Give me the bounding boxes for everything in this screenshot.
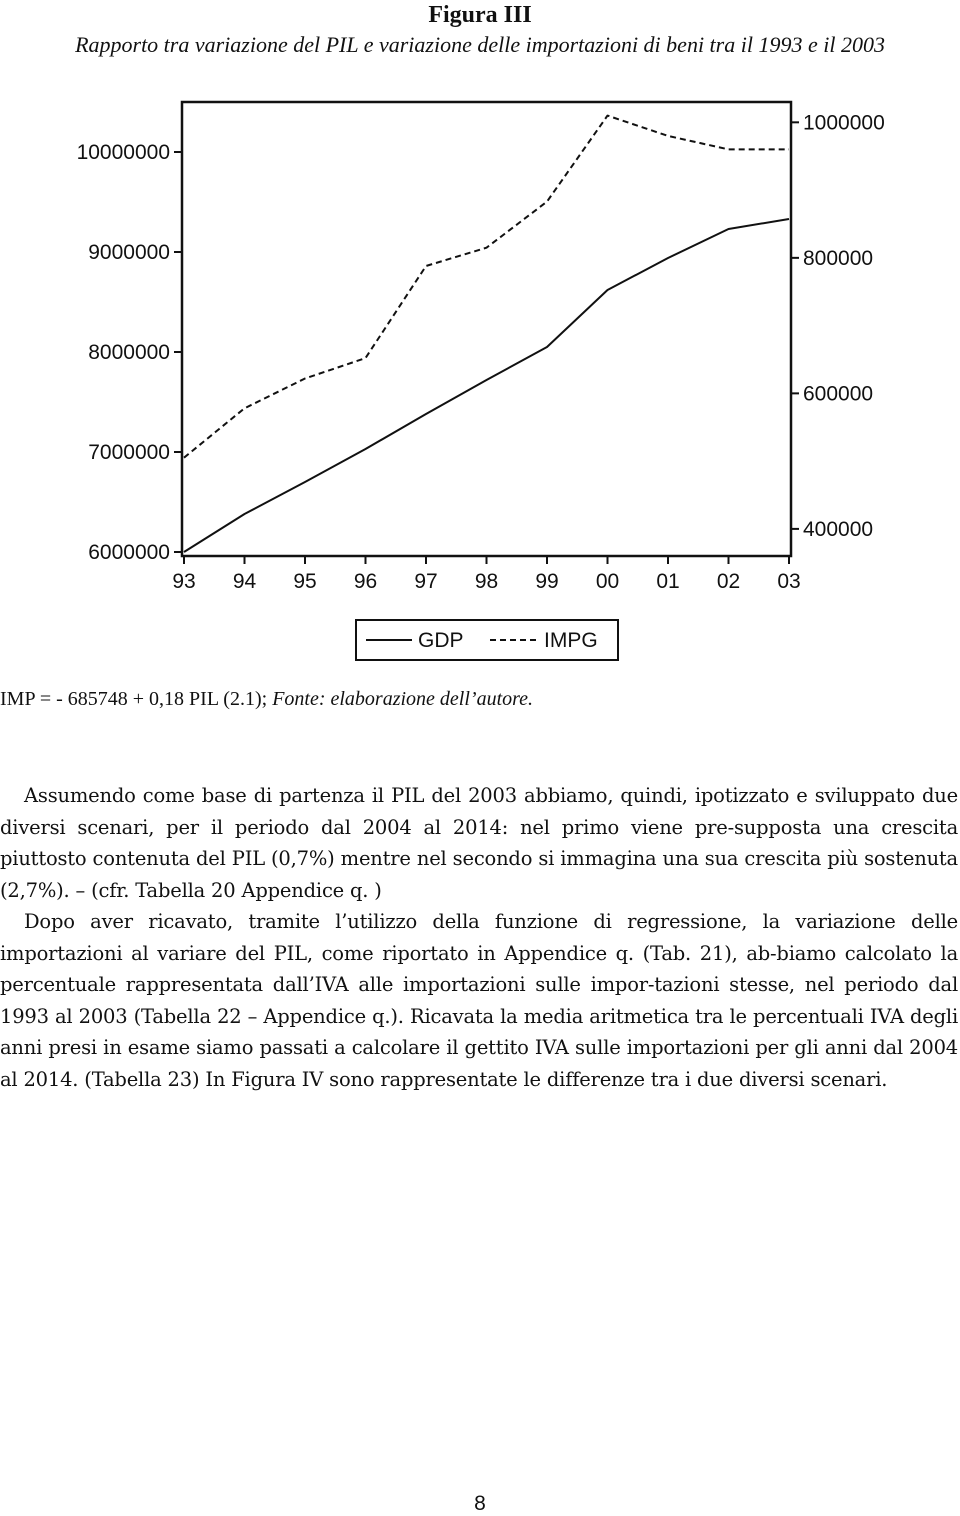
figure-subtitle: Rapporto tra variazione del PIL e variazione delle importazioni di beni tra il 1993 e il 2003 [75, 32, 885, 57]
x-axis-tick-label: 02 [716, 570, 741, 593]
figure-caption [0, 686, 533, 712]
left-axis-tick-label: 9000000 [88, 241, 170, 264]
right-axis-tick-label: 800000 [803, 246, 874, 270]
x-axis [172, 556, 800, 593]
left-axis-tick-label: 10000000 [76, 141, 170, 164]
series-layer [184, 116, 789, 552]
x-axis-tick-label: 95 [293, 570, 317, 593]
figure-title: Figura III [428, 2, 532, 28]
right-axis-tick-label: 600000 [803, 382, 874, 406]
x-axis-tick-label: 97 [414, 570, 438, 593]
x-axis-tick-label: 00 [595, 570, 620, 593]
page-number: 8 [474, 1492, 486, 1515]
gdp-impg-line-chart [0, 70, 960, 670]
left-axis [77, 141, 182, 564]
paragraph: Assumendo come base di partenza il PIL del 2003 abbiamo, quindi, ipotizzato e sviluppato due diversi scenari, per il periodo dal 2004 al 2014: nel primo viene pre-supposta una crescita piuttosto contenuta del PIL (0,7%) mentre nel secondo si immagina una sua crescita più sostenuta (2,7%). – (cfr. Tabella 20 Appendice q. ) [0, 784, 958, 902]
x-axis-tick-label: 93 [172, 570, 196, 593]
x-axis-tick-label: 96 [353, 570, 378, 593]
right-axis-tick-label: 1000000 [803, 111, 885, 135]
series-line-gdp [184, 219, 789, 552]
plot-frame [182, 102, 791, 556]
figure-source: Fonte: elaborazione dell’autore. [272, 688, 534, 710]
right-axis [791, 111, 885, 541]
regression-formula: IMP = - 685748 + 0,18 PIL (2.1); [0, 688, 273, 710]
right-axis-tick-label: 400000 [803, 517, 874, 541]
body-text [0, 780, 958, 1095]
left-axis-tick-label: 7000000 [88, 441, 170, 464]
x-axis-tick-label: 98 [474, 570, 499, 593]
legend-impg-label: IMPG [544, 629, 598, 652]
left-axis-tick-label: 8000000 [88, 341, 170, 364]
x-axis-tick-label: 03 [777, 570, 801, 593]
x-axis-tick-label: 94 [232, 570, 257, 593]
left-axis-tick-label: 6000000 [88, 541, 170, 564]
legend-gdp-label: GDP [418, 629, 464, 652]
x-axis-tick-label: 01 [656, 570, 680, 593]
paragraph: Dopo aver ricavato, tramite l’utilizzo della funzione di regressione, la variazione delle importazioni al variare del PIL, come riportato in Appendice q. (Tab. 21), ab-biamo calcolato la percentuale rappresentata dall’IVA alle importazioni sulle impor-tazioni stesse, nel periodo dal 1993 al 2003 (Tabella 22 – Appendice q.). Ricavata la media aritmetica tra le percentuali IVA degli anni presi in esame siamo passati a calcolare il gettito IVA sulle importazioni per gli anni dal 2004 al 2014. (Tabella 23) In Figura IV sono rappresentate le differenze tra i due diversi scenari. [0, 910, 958, 1091]
series-line-impg [184, 116, 789, 458]
x-axis-tick-label: 99 [535, 570, 559, 593]
chart-legend [356, 620, 618, 660]
